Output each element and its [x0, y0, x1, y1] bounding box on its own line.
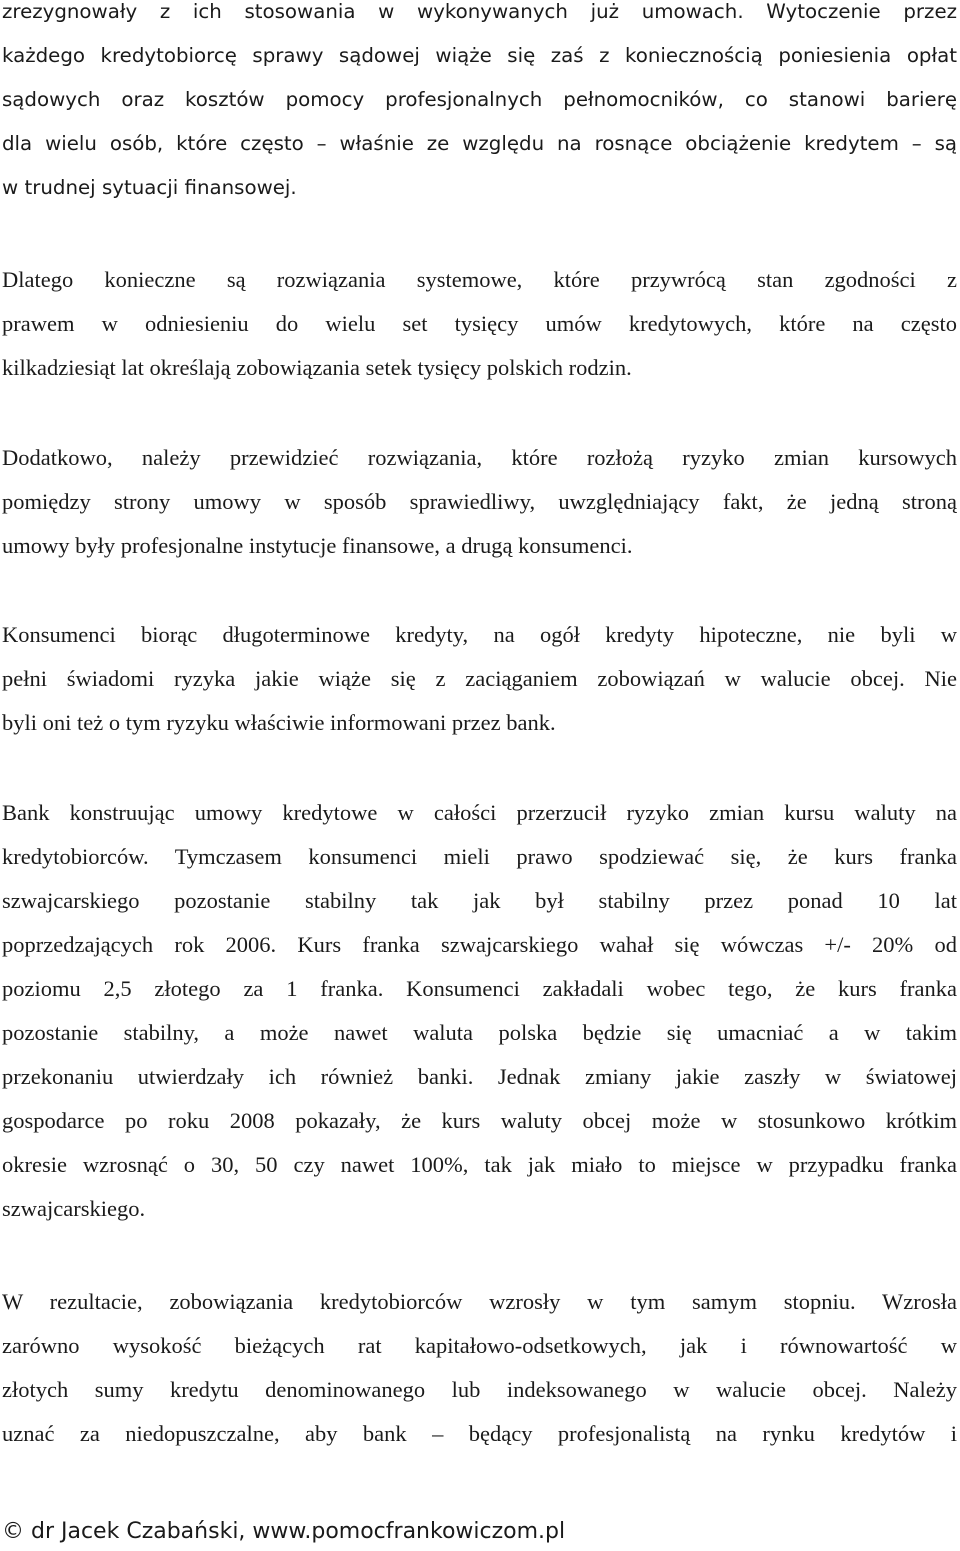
text-line: pozostanie stabilny, a może nawet waluta polska będzie się umacniać a w takim — [2, 1020, 957, 1045]
text-line: zarówno wysokość bieżących rat kapitałowo-odsetkowych, jak i równowartość w — [2, 1333, 957, 1358]
text-line: prawem w odniesieniu do wielu set tysięcy umów kredytowych, które na często — [2, 311, 957, 336]
paragraph — [2, 0, 957, 218]
text-line: W rezultacie, zobowiązania kredytobiorców wzrosły w tym samym stopniu. Wzrosła — [2, 1289, 957, 1314]
text-line: szwajcarskiego. — [2, 1196, 146, 1221]
text-line: kredytobiorców. Tymczasem konsumenci mieli prawo spodziewać się, że kurs franka — [2, 844, 957, 869]
text-line: pomiędzy strony umowy w sposób sprawiedliwy, uwzględniający fakt, że jedną stroną — [2, 489, 957, 514]
text-line: złotych sumy kredytu denominowanego lub indeksowanego w walucie obcej. Należy — [2, 1377, 957, 1402]
paragraph — [2, 1288, 957, 1464]
paragraph — [2, 444, 957, 576]
text-line: w trudnej sytuacji finansowej. — [2, 176, 297, 199]
paragraph — [2, 266, 957, 398]
text-line: każdego kredytobiorcę sprawy sądowej wiąże się zaś z koniecznością poniesienia opłat — [2, 44, 957, 67]
text-line: poprzedzających rok 2006. Kurs franka szwajcarskiego wahał się wówczas +/- 20% od — [2, 932, 957, 957]
text-line: poziomu 2,5 złotego za 1 franka. Konsumenci zakładali wobec tego, że kurs franka — [2, 976, 957, 1001]
text-line: okresie wzrosnąć o 30, 50 czy nawet 100%, tak jak miało to miejsce w przypadku franka — [2, 1152, 957, 1177]
text-line: pełni świadomi ryzyka jakie wiąże się z zaciąganiem zobowiązań w walucie obcej. Nie — [2, 666, 957, 691]
text-line: zrezygnowały z ich stosowania w wykonywanych już umowach. Wytoczenie przez — [2, 0, 957, 23]
text-line: dla wielu osób, które często – właśnie ze względu na rosnące obciążenie kredytem – są — [2, 132, 957, 155]
text-line: Bank konstruując umowy kredytowe w całości przerzucił ryzyko zmian kursu waluty na — [2, 800, 957, 825]
text-line: kilkadziesiąt lat określają zobowiązania setek tysięcy polskich rodzin. — [2, 355, 632, 380]
text-line: Dlatego konieczne są rozwiązania systemowe, które przywrócą stan zgodności z — [2, 267, 957, 292]
text-line: Dodatkowo, należy przewidzieć rozwiązania, które rozłożą ryzyko zmian kursowych — [2, 445, 957, 470]
text-line: byli oni też o tym ryzyku właściwie informowani przez bank. — [2, 710, 556, 735]
text-line: uznać za niedopuszczalne, aby bank – będący profesjonalistą na rynku kredytów i — [2, 1421, 957, 1446]
text-line: Konsumenci biorąc długoterminowe kredyty, na ogół kredyty hipoteczne, nie byli w — [2, 622, 957, 647]
text-line: szwajcarskiego pozostanie stabilny tak jak był stabilny przez ponad 10 lat — [2, 888, 957, 913]
paragraph — [2, 621, 957, 753]
text-line: przekonaniu utwierdzały ich również banki. Jednak zmiany jakie zaszły w światowej — [2, 1064, 957, 1089]
paragraph — [2, 799, 957, 1239]
text-line: gospodarce po roku 2008 pokazały, że kurs waluty obcej może w stosunkowo krótkim — [2, 1108, 957, 1133]
text-line: umowy były profesjonalne instytucje finansowe, a drugą konsumenci. — [2, 533, 633, 558]
page-footer: © dr Jacek Czabański, www.pomocfrankowiczom.pl — [2, 1519, 566, 1544]
text-line: sądowych oraz kosztów pomocy profesjonalnych pełnomocników, co stanowi barierę — [2, 88, 957, 111]
